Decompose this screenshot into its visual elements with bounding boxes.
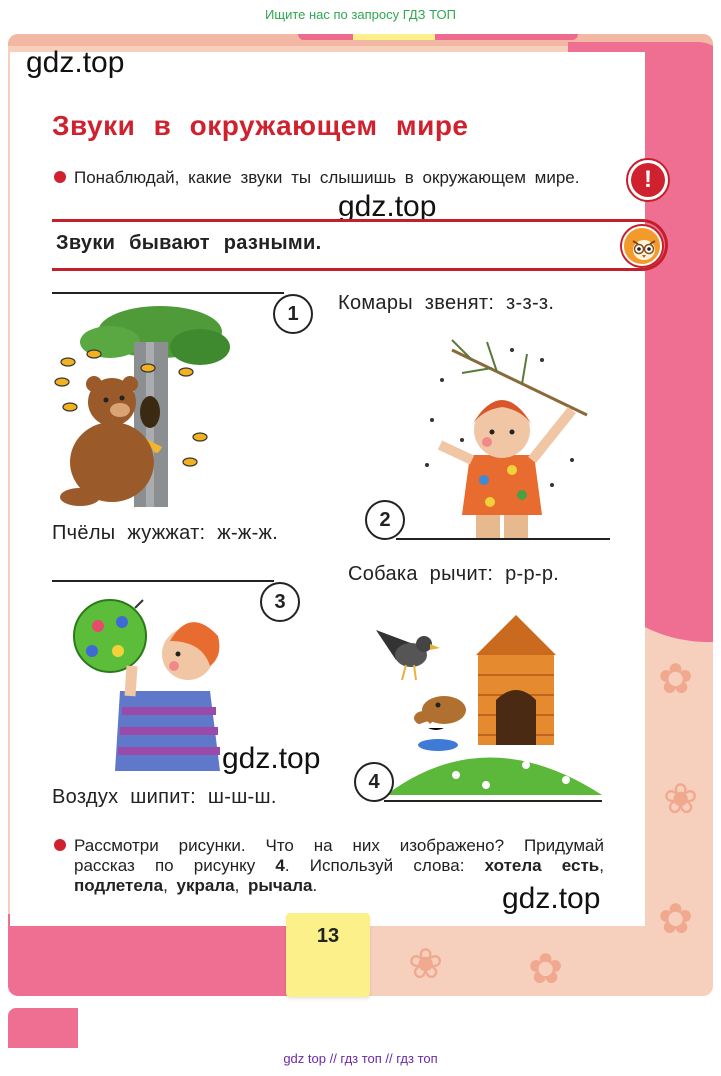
word-3: украла [176, 876, 235, 895]
next-page-preview [8, 1008, 713, 1048]
section-4-caption: Собака рычит: р-р-р. [348, 563, 560, 585]
bear-bees-illustration [50, 302, 240, 512]
bullet-dot [54, 171, 66, 183]
instruction-observe: Понаблюдай, какие звуки ты слышишь в окружающем мире. [74, 168, 580, 187]
flower-ornament-icon: ❀ [408, 939, 444, 988]
watermark: gdz.top [26, 46, 125, 79]
flower-ornament-icon: ❀ [663, 774, 699, 823]
word-1: хотела есть [484, 856, 600, 875]
section-1-number: 1 [273, 294, 313, 334]
watermark: gdz.top [222, 742, 321, 775]
section-2-line [396, 538, 610, 540]
dog-crow-illustration [366, 600, 606, 800]
flower-ornament-icon: ✿ [658, 894, 694, 943]
section-2-caption: Комары звенят: з-з-з. [338, 292, 555, 314]
bottom-banner[interactable]: gdz top // гдз топ // гдз топ [283, 1051, 438, 1066]
strip-pink [298, 34, 578, 40]
watermark: gdz.top [502, 882, 601, 915]
flower-ornament-icon: ✿ [658, 654, 694, 703]
next-page-pink-block [8, 1008, 78, 1048]
page-title: Звуки в окружающем мире [52, 110, 469, 141]
section-1-line [52, 292, 284, 294]
girl-mosquitoes-illustration [412, 320, 612, 540]
rule-text: Звуки бывают разными. [56, 232, 322, 254]
top-banner[interactable]: Ищите нас по запросу ГДЗ ТОП [265, 7, 456, 22]
instruction-story: Рассмотри рисунки. Что на них изображено? Придумай рассказ по рисунку 4. Используй слова: хотела есть, подлетела, украла, рычала. [74, 836, 604, 895]
bullet-dot [54, 839, 66, 851]
page-number: 13 [316, 925, 340, 947]
strip-yellow [353, 34, 435, 40]
flower-ornament-icon: ✿ [528, 944, 564, 993]
owl-icon [622, 226, 662, 266]
word-2: подлетела [74, 876, 164, 895]
watermark: gdz.top [338, 190, 437, 223]
section-3-caption: Воздух шипит: ш-ш-ш. [52, 786, 277, 808]
section-2-number: 2 [365, 500, 405, 540]
instruction-story-number: 4 [275, 856, 285, 875]
word-4: рычала [248, 876, 313, 895]
section-3-number: 3 [260, 582, 300, 622]
section-1-caption: Пчёлы жужжат: ж-ж-ж. [52, 522, 279, 544]
exclamation-icon: ! [631, 163, 665, 197]
section-3-line [52, 580, 274, 582]
attention-badge [626, 158, 670, 202]
instruction-story-after: . Используй слова: [284, 856, 465, 875]
instruction-story-text: Рассмотри рисунки. Что на них изображено? Придумай рассказ по рисунку [74, 836, 604, 875]
section-4-number: 4 [354, 762, 394, 802]
section-4-line [384, 800, 602, 802]
